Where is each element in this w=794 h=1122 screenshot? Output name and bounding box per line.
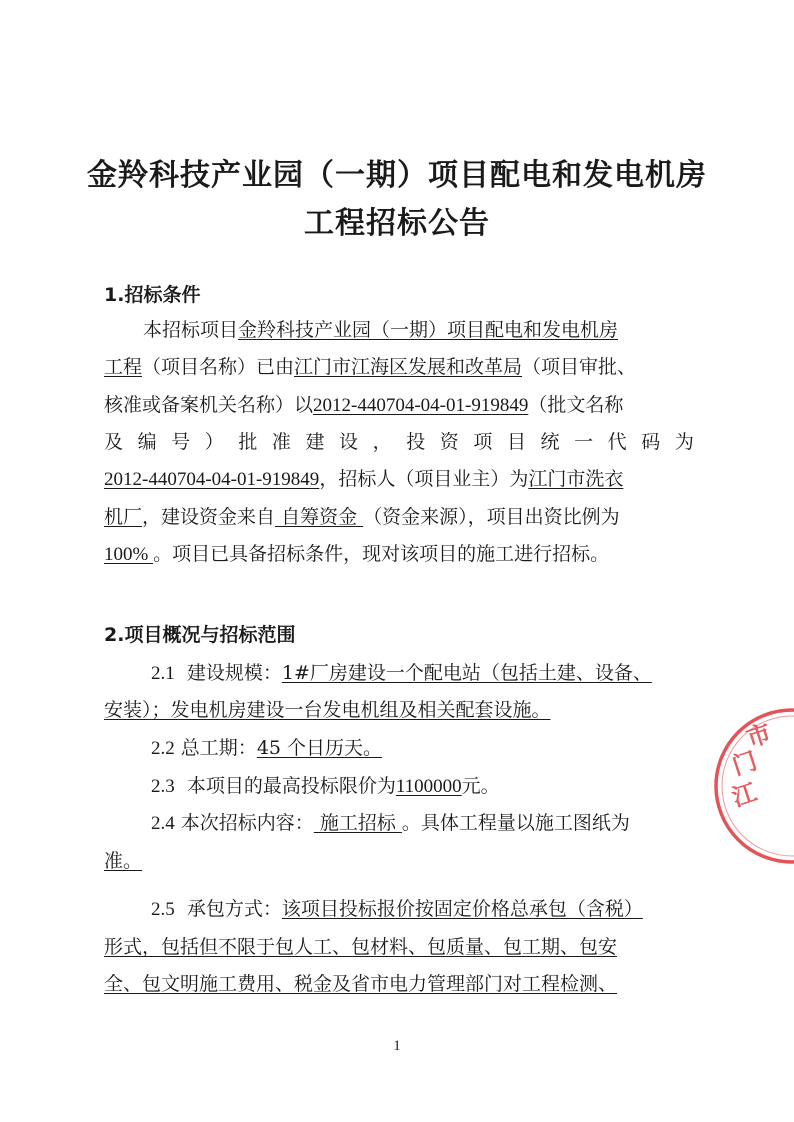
- total-duration: 45 个日历天。: [256, 737, 383, 759]
- construction-scale-end: 安装）；发电机房建设一台发电机组及相关配套设施。: [104, 699, 551, 721]
- item-2-3: [151, 774, 694, 799]
- justified-char: ，: [372, 431, 392, 453]
- justified-char: 码: [641, 431, 661, 453]
- document-title-line-2: 工程招标公告: [304, 206, 490, 241]
- item-2-3-unit: 元。: [461, 775, 500, 797]
- seal-char-2: 门: [728, 746, 761, 781]
- item-2-4-line-1: [151, 811, 694, 836]
- justified-char: 目: [506, 431, 526, 453]
- item-2-5-line-1: [151, 897, 694, 922]
- official-seal-stamp: [712, 706, 794, 866]
- item-2-3-number: 2.3: [151, 776, 175, 797]
- item-2-5-number: 2.5: [151, 899, 175, 920]
- justified-char: ）: [204, 431, 224, 453]
- justified-char: 项: [473, 431, 493, 453]
- s1-l6-b: ，建设资金来自: [142, 506, 276, 528]
- contract-method-2: 形式，包括但不限于包人工、包材料、包质量、包工期、包安: [104, 936, 618, 958]
- tenderer-name: 江门市洗衣: [528, 468, 624, 490]
- justified-char: 一: [574, 431, 594, 453]
- justified-char: 及: [104, 431, 124, 453]
- item-2-5-line-3: [104, 972, 694, 996]
- justified-char: 代: [607, 431, 627, 453]
- section-2-heading: 2.项目概况与招标范围: [104, 624, 296, 646]
- s1-l2-d: （项目审批、: [522, 356, 637, 378]
- seal-char-1: 江: [728, 778, 761, 813]
- funding-ratio: 100%: [104, 544, 154, 565]
- page-number: 1: [393, 1038, 401, 1054]
- section-1-line-4: [104, 430, 694, 454]
- item-2-1-line-1: [151, 661, 694, 686]
- s1-l2-b: （项目名称）已由: [142, 356, 295, 378]
- item-2-2-label: 总工期：: [180, 737, 257, 759]
- item-2-5-label: 承包方式：: [186, 898, 282, 920]
- justified-char: 建: [305, 431, 325, 453]
- s1-l3-c: （批文名称: [528, 394, 624, 416]
- seal-char-3: 市: [743, 718, 775, 753]
- tenderer-name-end: 机厂: [104, 506, 143, 528]
- section-1-line-1: [143, 318, 694, 342]
- funding-source: 自筹资金: [275, 506, 364, 528]
- contract-method: 该项目投标报价按固定价格总承包（含税）: [281, 898, 643, 920]
- contract-method-3: 全、包文明施工费用、税金及省市电力管理部门对工程检测、: [104, 973, 618, 995]
- s1-l5-b: ，招标人（项目业主）为: [319, 468, 529, 490]
- justified-char: 资: [439, 431, 459, 453]
- item-2-3-text: 本项目的最高投标限价为: [186, 775, 396, 797]
- document-title-line-1: 金羚科技产业园（一期）项目配电和发电机房: [87, 158, 707, 193]
- justified-char: 设: [339, 431, 359, 453]
- item-2-1-line-2: [104, 698, 694, 722]
- seal-lettering: [713, 719, 791, 812]
- project-name: 金羚科技产业园（一期）项目配电和发电机房: [238, 319, 619, 341]
- section-1-line-6: [104, 505, 694, 529]
- project-name-end: 工程: [104, 356, 143, 378]
- justified-char: 批: [238, 431, 258, 453]
- max-bid-price: 1100000: [395, 776, 462, 797]
- section-1-line-5: [104, 467, 694, 492]
- section-1-heading: 1.招标条件: [104, 284, 201, 306]
- item-2-2: [151, 736, 694, 761]
- item-2-4-number: 2.4: [151, 813, 175, 834]
- item-2-2-number: 2.2: [151, 738, 175, 759]
- s1-l7-b: 。项目已具备招标条件，现对该项目的施工进行招标。: [153, 543, 610, 565]
- item-2-4-line-2: [104, 849, 694, 873]
- justified-char: 号: [171, 431, 191, 453]
- item-2-4-rest: 。具体工程量以施工图纸为: [401, 812, 630, 834]
- construction-scale: 1#厂房建设一个配电站（包括土建、设备、: [281, 662, 652, 684]
- s1-l3-a: 核准或备案机关名称）以: [104, 394, 314, 416]
- item-2-1-number: 2.1: [151, 663, 175, 684]
- justified-char: 准: [271, 431, 291, 453]
- section-1-line-7: [104, 542, 694, 567]
- justified-char: 投: [406, 431, 426, 453]
- justified-char: 为: [674, 431, 694, 453]
- section-1-line-2: [104, 355, 694, 379]
- item-2-4-text: 本次招标内容：: [180, 812, 314, 834]
- section-1-line-3: [104, 393, 694, 418]
- s1-l6-d: （资金来源），项目出资比例为: [363, 506, 620, 528]
- s1-l1-a: 本招标项目: [143, 319, 239, 341]
- tender-content: 施工招标: [313, 812, 402, 834]
- item-2-1-label: 建设规模：: [186, 662, 282, 684]
- justified-char: 统: [540, 431, 560, 453]
- project-code: 2012-440704-04-01-919849: [104, 469, 320, 490]
- justified-char: 编: [137, 431, 157, 453]
- tender-content-end: 准。: [104, 850, 143, 872]
- approval-authority: 江门市江海区发展和改革局: [294, 356, 523, 378]
- item-2-5-line-2: [104, 935, 694, 959]
- approval-number: 2012-440704-04-01-919849: [313, 395, 529, 416]
